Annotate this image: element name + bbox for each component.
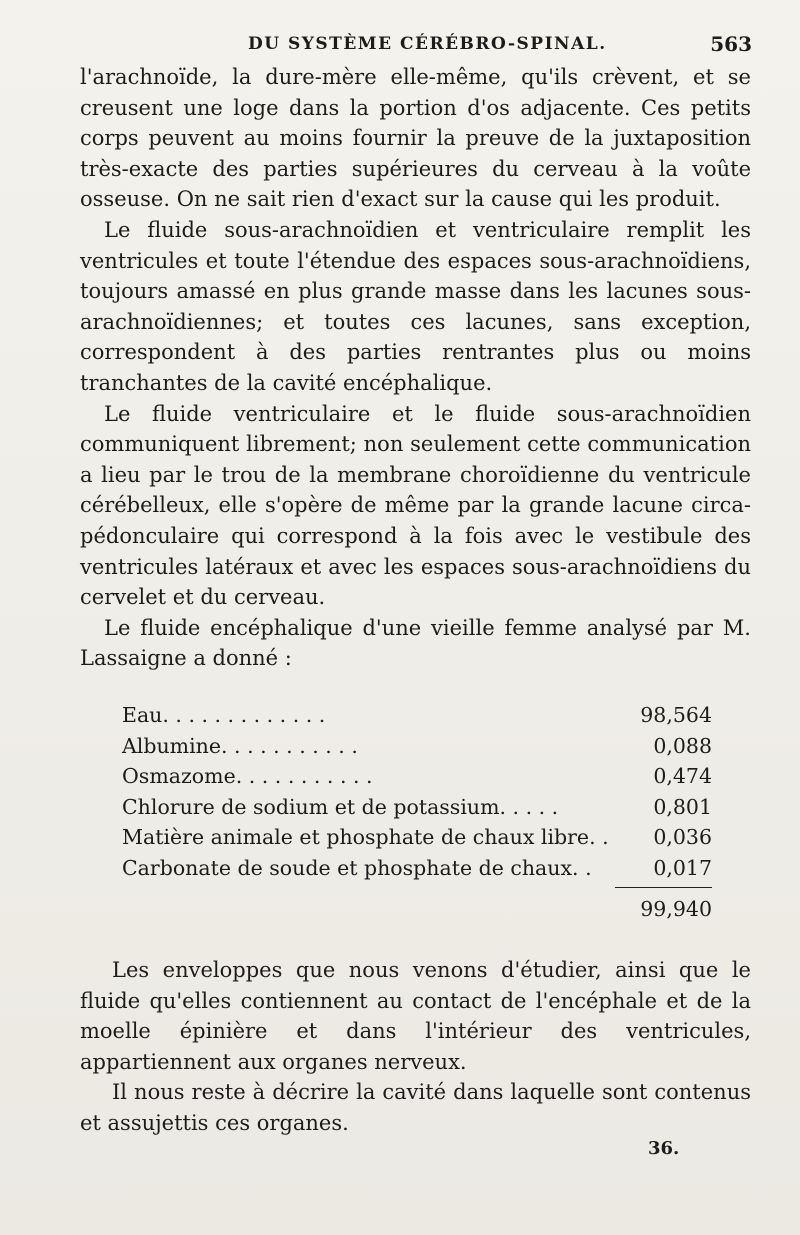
table-row [122, 822, 712, 853]
paragraph-communication: Le fluide ventriculaire et le fluide sous-arachnoïdien communiquent librement; non seulement cette communication a lieu par le trou de la membrane choroïdienne du ventricule cérébelleux, elle s'opère de même par la grande lacune circa-pédonculaire qui correspond à la fois avec le vestibule des ventricules latéraux et avec les espaces sous-arachnoïdiens du cervelet et du cerveau. [80, 401, 751, 610]
closing-text [80, 955, 751, 1138]
sum-rule [615, 887, 712, 888]
table-row [122, 700, 712, 731]
component-name: Carbonate de soude et phosphate de chaux. . [122, 855, 592, 880]
paragraph-continued: l'arachnoïde, la dure-mère elle-même, qu'ils crèvent, et se creusent une loge dans la portion d'os adjacente. Ces petits corps peuvent au moins fournir la preuve de la juxtaposition très-exacte des parties supérieures du cerveau à la voûte osseuse. On ne sait rien d'exact sur la cause qui les produit. [80, 65, 751, 212]
paragraph-fluid-location: Le fluide sous-arachnoïdien et ventriculaire remplit les ventricules et toute l'étendue des espaces sous-arachnoïdiens, toujours amassé en plus grande masse dans les lacunes sous-arachnoïdiennes; et toutes ces lacunes, sans exception, correspondent à des parties rentrantes plus ou moins tranchantes de la cavité encéphalique. [80, 217, 751, 395]
paragraph-cavity: Il nous reste à décrire la cavité dans laquelle sont contenus et assujettis ces organes. [80, 1080, 751, 1135]
component-name: Osmazome. . . . . . . . . . . [122, 764, 373, 789]
paragraph-analysis-intro: Le fluide encéphalique d'une vieille femme analysé par M. Lassaigne a donné : [80, 615, 751, 671]
running-head [80, 30, 752, 60]
component-value: 0,801 [653, 794, 712, 819]
total-value: 99,940 [640, 897, 712, 921]
table-row [122, 761, 712, 792]
component-name: Albumine. . . . . . . . . . . [122, 733, 358, 758]
component-value: 0,474 [653, 764, 712, 789]
table-row [122, 731, 712, 762]
component-name: Chlorure de sodium et de potassium. . . . . [122, 794, 559, 819]
component-value: 0,036 [653, 825, 712, 850]
table-row [122, 853, 712, 884]
page-number: 563 [710, 32, 752, 56]
running-title: DU SYSTÈME CÉRÉBRO-SPINAL. [248, 34, 607, 54]
component-name: Matière animale et phosphate de chaux libre. . [122, 825, 609, 850]
table-row [122, 792, 712, 823]
body-text [80, 62, 751, 674]
component-name: Eau. . . . . . . . . . . . . [122, 703, 326, 727]
component-value: 0,017 [653, 855, 712, 880]
component-value: 0,088 [653, 733, 712, 758]
analysis-table [122, 700, 712, 921]
component-value: 98,564 [640, 703, 712, 727]
paragraph-envelopes: Les enveloppes que nous venons d'étudier, ainsi que le fluide qu'elles contiennent au contact de l'encéphale et de la moelle épinière et dans l'intérieur des ventricules, appartiennent aux organes nerveux. [80, 958, 751, 1074]
signature-mark: 36. [648, 1138, 680, 1159]
